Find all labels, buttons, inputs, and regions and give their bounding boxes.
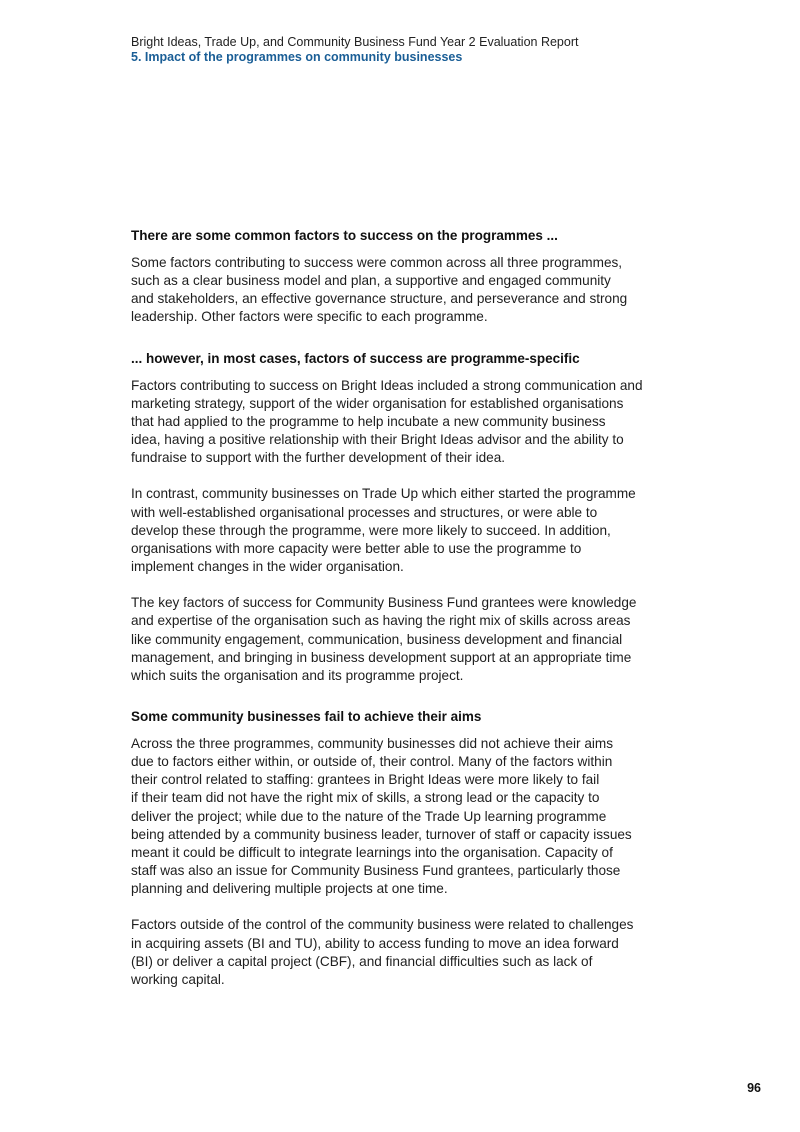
text-section [131, 350, 676, 685]
body-paragraph [131, 594, 676, 685]
paragraph-line: fundraise to support with the further development of their idea. [131, 450, 506, 466]
paragraph-line: management, and bringing in business development support at an appropriate time [131, 649, 632, 665]
paragraph-line: organisations with more capacity were better able to use the programme to [131, 540, 582, 556]
paragraph-line: Across the three programmes, community businesses did not achieve their aims [131, 735, 614, 751]
paragraph-line: their control related to staffing: grantees in Bright Ideas were more likely to fail [131, 772, 600, 788]
paragraph-spacer [131, 898, 676, 916]
paragraph-line: in acquiring assets (BI and TU), ability to access funding to move an idea forward [131, 935, 619, 951]
text-section [131, 708, 676, 989]
paragraph-line: Factors contributing to success on Bright Ideas included a strong communication and [131, 377, 643, 393]
body-paragraph [131, 735, 676, 898]
report-title: Bright Ideas, Trade Up, and Community Business Fund Year 2 Evaluation Report [131, 35, 579, 49]
paragraph-spacer [131, 576, 676, 594]
paragraph-line: leadership. Other factors were specific to each programme. [131, 309, 488, 325]
body-paragraph [131, 254, 676, 327]
section-heading: There are some common factors to success on the programmes ... [131, 228, 558, 243]
paragraph-line: due to factors either within, or outside of, their control. Many of the factors within [131, 754, 613, 770]
paragraph-line: that had applied to the programme to help incubate a new community business [131, 413, 606, 429]
paragraph-line: being attended by a community business leader, turnover of staff or capacity issues [131, 826, 632, 842]
body-paragraph [131, 916, 676, 989]
paragraph-line: meant it could be difficult to integrate learnings into the organisation. Capacity of [131, 844, 613, 860]
paragraph-line: if their team did not have the right mix of skills, a strong lead or the capacity to [131, 790, 600, 806]
paragraph-line: (BI) or deliver a capital project (CBF), and financial difficulties such as lack of [131, 953, 593, 969]
section-spacer [131, 685, 676, 708]
paragraph-line: and stakeholders, an effective governance structure, and perseverance and strong [131, 291, 628, 307]
section-title: 5. Impact of the programmes on community businesses [131, 50, 463, 64]
paragraph-line: implement changes in the wider organisation. [131, 559, 404, 575]
paragraph-line: which suits the organisation and its programme project. [131, 667, 464, 683]
paragraph-line: The key factors of success for Community Business Fund grantees were knowledge [131, 595, 637, 611]
paragraph-line: staff was also an issue for Community Business Fund grantees, particularly those [131, 863, 621, 879]
section-spacer [131, 327, 676, 350]
paragraph-line: idea, having a positive relationship with their Bright Ideas advisor and the ability to [131, 432, 624, 448]
paragraph-line: deliver the project; while due to the nature of the Trade Up learning programme [131, 808, 607, 824]
paragraph-line: Some factors contributing to success were common across all three programmes, [131, 255, 623, 270]
paragraph-line: with well-established organisational processes and structures, or were able to [131, 504, 598, 520]
paragraph-line: In contrast, community businesses on Trade Up which either started the programme [131, 486, 636, 502]
document-body [131, 227, 676, 989]
paragraph-line: planning and delivering multiple projects at one time. [131, 881, 448, 897]
text-section [131, 227, 676, 327]
paragraph-line: develop these through the programme, were more likely to succeed. In addition, [131, 522, 611, 538]
page-header [131, 35, 751, 65]
paragraph-line: such as a clear business model and plan, a supportive and engaged community [131, 273, 611, 289]
section-heading: ... however, in most cases, factors of success are programme-specific [131, 350, 580, 366]
paragraph-line: and expertise of the organisation such as having the right mix of skills across areas [131, 613, 631, 629]
paragraph-line: Factors outside of the control of the community business were related to challenges [131, 917, 634, 933]
page-number: 96 [747, 1081, 761, 1095]
body-paragraph [131, 485, 676, 576]
paragraph-line: working capital. [131, 971, 225, 987]
paragraph-line: marketing strategy, support of the wider organisation for established organisations [131, 395, 624, 411]
section-heading: Some community businesses fail to achieve their aims [131, 708, 482, 724]
body-paragraph [131, 377, 676, 468]
paragraph-spacer [131, 467, 676, 485]
paragraph-line: like community engagement, communication, business development and financial [131, 631, 623, 647]
